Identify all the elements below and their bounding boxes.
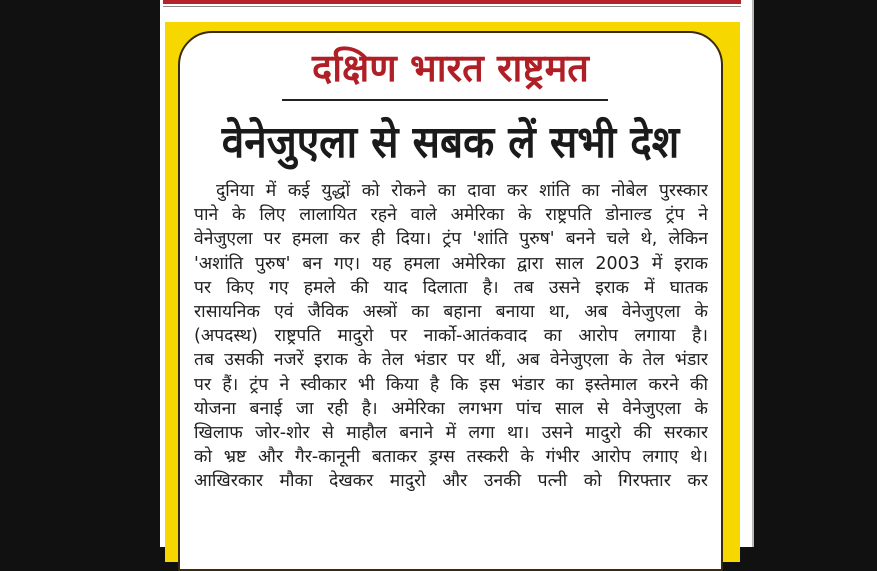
top-divider-rule <box>163 6 741 7</box>
newspaper-page <box>160 0 754 547</box>
body-line: (अपदस्थ) राष्ट्रपति मादुरो पर नार्को-आतंकवाद का आरोप लगाया है। <box>194 326 708 347</box>
body-line: योजना बनाई जा रही है। अमेरिका लगभग पांच साल से वेनेजुएला के <box>194 398 708 419</box>
body-line: आखिरकार मौका देखकर मादुरो और उनकी पत्नी को गिरफ्तार कर <box>194 471 708 492</box>
newspaper-masthead: दक्षिण भारत राष्ट्रमत <box>312 46 589 90</box>
body-line: 'अशांति पुरुष' बन गए। यह हमला अमेरिका द्वारा साल 2003 में इराक <box>194 253 708 274</box>
editorial-panel <box>178 31 723 571</box>
body-line: खिलाफ जोर-शोर से माहौल बनाने में लगा था। उसने मादुरो की सरकार <box>194 423 708 444</box>
body-line: पाने के लिए लालायित रहने वाले अमेरिका के राष्ट्रपति डोनाल्ड ट्रंप ने <box>194 205 708 226</box>
editorial-yellow-frame <box>165 22 740 562</box>
body-line: दुनिया में कई युद्धों को रोकने का दावा कर शांति का नोबेल पुरस्कार <box>216 181 708 201</box>
body-line: पर किए गए हमले की याद दिलाता है। तब उसने इराक में घातक <box>194 277 708 298</box>
body-line: पर हैं। ट्रंप ने स्वीकार भी किया है कि इस भंडार का इस्तेमाल करने की <box>194 374 708 395</box>
masthead-divider <box>282 99 608 101</box>
body-line: तब उसकी नजरें इराक के तेल भंडार पर थीं, अब वेनेजुएला के तेल भंडार <box>194 350 708 371</box>
article-headline: वेनेजुएला से सबक लें सभी देश <box>221 117 680 168</box>
body-line: को भ्रष्ट और गैर-कानूनी बताकर ड्रग्स तस्करी के गंभीर आरोप लगाए थे। <box>194 447 708 468</box>
article-body <box>194 179 708 494</box>
top-red-band <box>163 0 741 4</box>
body-line: वेनेजुएला पर हमला कर ही दिया। ट्रंप 'शांति पुरुष' बनने चले थे, लेकिन <box>194 229 708 250</box>
body-line: रासायनिक एवं जैविक अस्त्रों का बहाना बनाया था, अब वेनेजुएला के <box>194 302 708 323</box>
